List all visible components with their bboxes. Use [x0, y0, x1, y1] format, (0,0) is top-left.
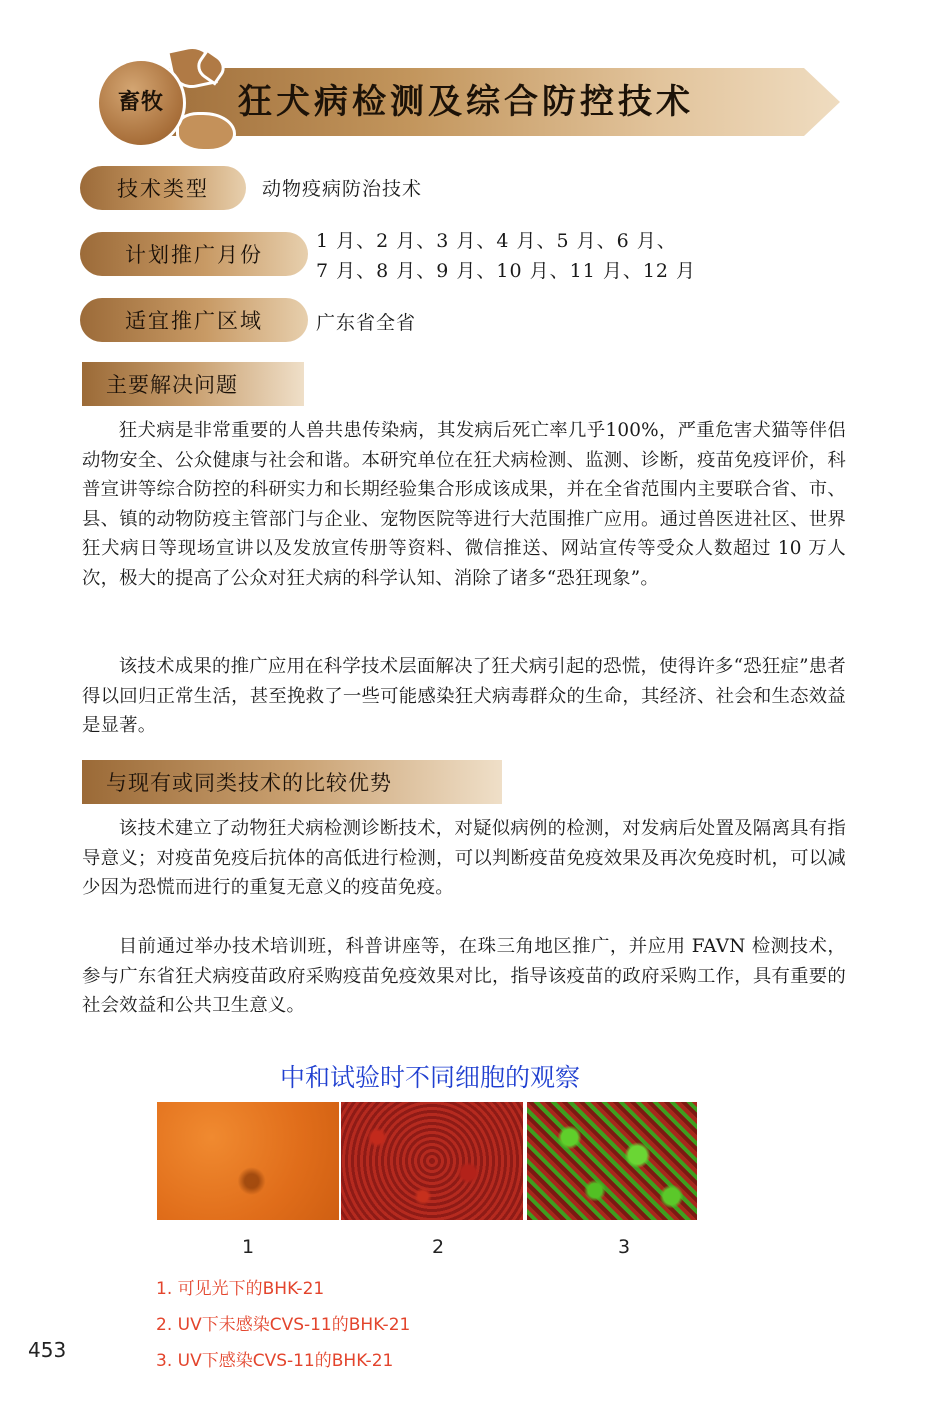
page-number: 453 [28, 1338, 67, 1362]
figure-caption-2: 2. UV下未感染CVS-11的BHK-21 [156, 1315, 411, 1335]
figure-caption-3: 3. UV下感染CVS-11的BHK-21 [156, 1351, 394, 1371]
cell-image-uv-uninfected [341, 1102, 523, 1220]
advantages-paragraph-1: 该技术建立了动物狂犬病检测诊断技术，对疑似病例的检测，对发病后处置及隔离具有指导意义；对疫苗免疫后抗体的高低进行检测，可以判断疫苗免疫效果及再次免疫时机，可以减少因为恐慌而进行的重复无意义的疫苗免疫。 [82, 818, 846, 899]
figure-number-1: 1 [241, 1236, 255, 1258]
months-line-1: 1 月、2 月、3 月、4 月、5 月、6 月、 [316, 230, 677, 252]
cell-image-uv-infected [527, 1102, 697, 1220]
problems-paragraph-2: 该技术成果的推广应用在科学技术层面解决了狂犬病引起的恐慌，使得许多“恐狂症”患者得以回归正常生活，甚至挽救了一些可能感染狂犬病毒群众的生命，其经济、社会和生态效益是显著。 [82, 656, 846, 737]
advantages-paragraph-2: 目前通过举办技术培训班，科普讲座等，在珠三角地区推广，并应用 FAVN 检测技术，参与广东省狂犬病疫苗政府采购疫苗免疫效果对比，指导该疫苗的政府采购工作，具有重要的社会效益和公共卫生意义。 [82, 936, 846, 1017]
type-label: 技术类型 [80, 166, 246, 210]
figure-number-3: 3 [617, 1236, 631, 1258]
cell-image-visible-light [157, 1102, 339, 1220]
region-label: 适宜推广区域 [80, 298, 308, 342]
category-label: 畜牧 [117, 90, 164, 115]
section-advantages-title: 与现有或同类技术的比较优势 [82, 760, 502, 804]
page-title: 狂犬病检测及综合防控技术 [238, 82, 694, 122]
months-line-2: 7 月、8 月、9 月、10 月、11 月、12 月 [316, 260, 697, 282]
figure-caption-1: 1. 可见光下的BHK-21 [156, 1279, 325, 1299]
section-problems-title: 主要解决问题 [82, 362, 304, 406]
figure-number-2: 2 [431, 1236, 445, 1258]
problems-paragraph-1: 狂犬病是非常重要的人兽共患传染病，其发病后死亡率几乎100%，严重危害犬猫等伴侣动物安全、公众健康与社会和谐。本研究单位在狂犬病检测、监测、诊断，疫苗免疫评价，科普宣讲等综合防控的科研实力和长期经验集合形成该成果，并在全省范围内主要联合省、市、县、镇的动物防疫主管部门与企业、宠物医院等进行大范围推广应用。通过兽医进社区、世界狂犬病日等现场宣讲以及发放宣传册等资料、微信推送、网站宣传等受众人数超过 10 万人次，极大的提高了公众对狂犬病的科学认知、消除了诸多“恐狂现象”。 [82, 420, 846, 589]
region-value: 广东省全省 [316, 312, 417, 334]
months-label: 计划推广月份 [80, 232, 308, 276]
type-value: 动物疫病防治技术 [262, 178, 423, 200]
figure-title: 中和试验时不同细胞的观察 [279, 1063, 580, 1092]
